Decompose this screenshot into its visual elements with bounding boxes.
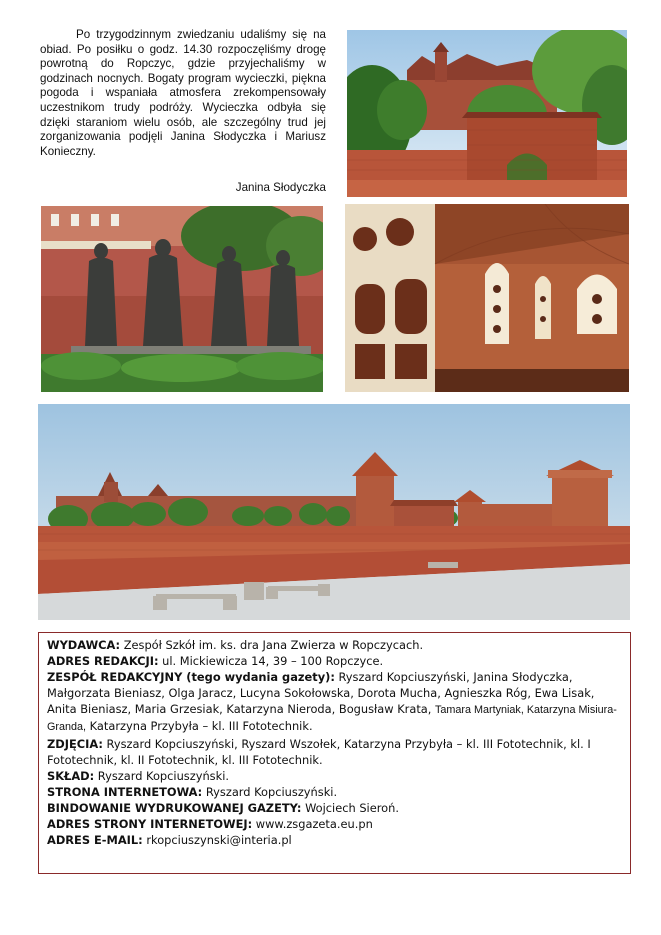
website-value: Ryszard Kopciuszyński. — [205, 784, 338, 799]
website-label: STRONA INTERNETOWA: — [47, 784, 203, 799]
photos-label: ZDJĘCIA: — [47, 736, 103, 751]
binding-value: Wojciech Sieroń. — [305, 800, 399, 815]
typesetting-value: Ryszard Kopciuszyński. — [97, 768, 229, 783]
masthead-binding — [47, 800, 623, 816]
masthead-website — [47, 784, 623, 800]
url-label: ADRES STRONY INTERNETOWEJ: — [47, 817, 253, 832]
email-label: ADRES E-MAIL: — [47, 833, 143, 848]
article-author: Janina Słodyczka — [235, 181, 326, 194]
team-value-c: Katarzyna Przybyła – kl. III Fototechnik. — [89, 719, 313, 734]
publisher-value: Zespół Szkół im. ks. dra Jana Zwierza w Ropczycach. — [123, 638, 424, 652]
photo-grand-masters-statues — [41, 206, 323, 392]
masthead-email — [47, 832, 623, 848]
photo-castle-tower-trees — [347, 30, 627, 197]
photos-value: Ryszard Kopciuszyński, Ryszard Wszołek, Katarzyna Przybyła – kl. III Fototechnik, kl. I Fototechnik, kl. II Fototechnik, kl. III Fototechnik. — [47, 736, 591, 767]
team-value-a: Ryszard Kopciuszyński, Janina Słodyczka, Małgorzata Bieniasz, Olga Jaracz, Lucyna Sokołowska, Dorota Mucha, Agnieszka Róg, Ewa Lisak, Anita Bieniasz, Maria Grzesiak, Katarzyna Nieroda, Bogusław Krata, — [47, 670, 595, 717]
photo-gothic-interior — [345, 204, 629, 392]
team-value-b: Tamara Martyniak, Katarzyna Misiura-Granda, — [47, 704, 617, 734]
panorama-image — [38, 404, 630, 620]
statues-image — [41, 206, 323, 392]
article-paragraph: Po trzygodzinnym zwiedzaniu udaliśmy się na obiad. Po posiłku o godz. 14.30 rozpoczęliśmy drogę powrotną do Ropczyc, gdzie przyjechaliśmy w godzinach nocnych. Bogaty program wycieczki, piękna pogoda i wspaniała atmosfera zrekompensowały uczestnikom trudy podróży. Wycieczka odbyła się dzięki staraniom wielu osób, ale szczególny trud jej zorganizowania podjęli Janina Słodyczka i Mariusz Konieczny. — [40, 28, 326, 158]
masthead-publisher — [47, 637, 623, 653]
address-label: ADRES REDAKCJI: — [47, 654, 159, 669]
team-label: ZESPÓŁ REDAKCYJNY (tego wydania gazety): — [47, 670, 335, 685]
masthead-team — [47, 669, 623, 735]
photo-castle-panorama — [38, 404, 630, 620]
castle-tower-trees-image — [347, 30, 627, 197]
typesetting-label: SKŁAD: — [47, 768, 95, 783]
interior-image — [345, 204, 629, 392]
email-value[interactable]: rkopciuszynski@interia.pl — [146, 833, 292, 848]
url-value[interactable]: www.zsgazeta.eu.pn — [255, 817, 373, 832]
masthead-url — [47, 816, 623, 832]
publisher-label: WYDAWCA: — [47, 638, 121, 652]
binding-label: BINDOWANIE WYDRUKOWANEJ GAZETY: — [47, 800, 302, 815]
address-value: ul. Mickiewicza 14, 39 – 100 Ropczyce. — [162, 654, 384, 669]
masthead-photos — [47, 736, 623, 768]
masthead-typesetting — [47, 768, 623, 784]
masthead-box — [38, 632, 631, 874]
masthead-address — [47, 653, 623, 669]
